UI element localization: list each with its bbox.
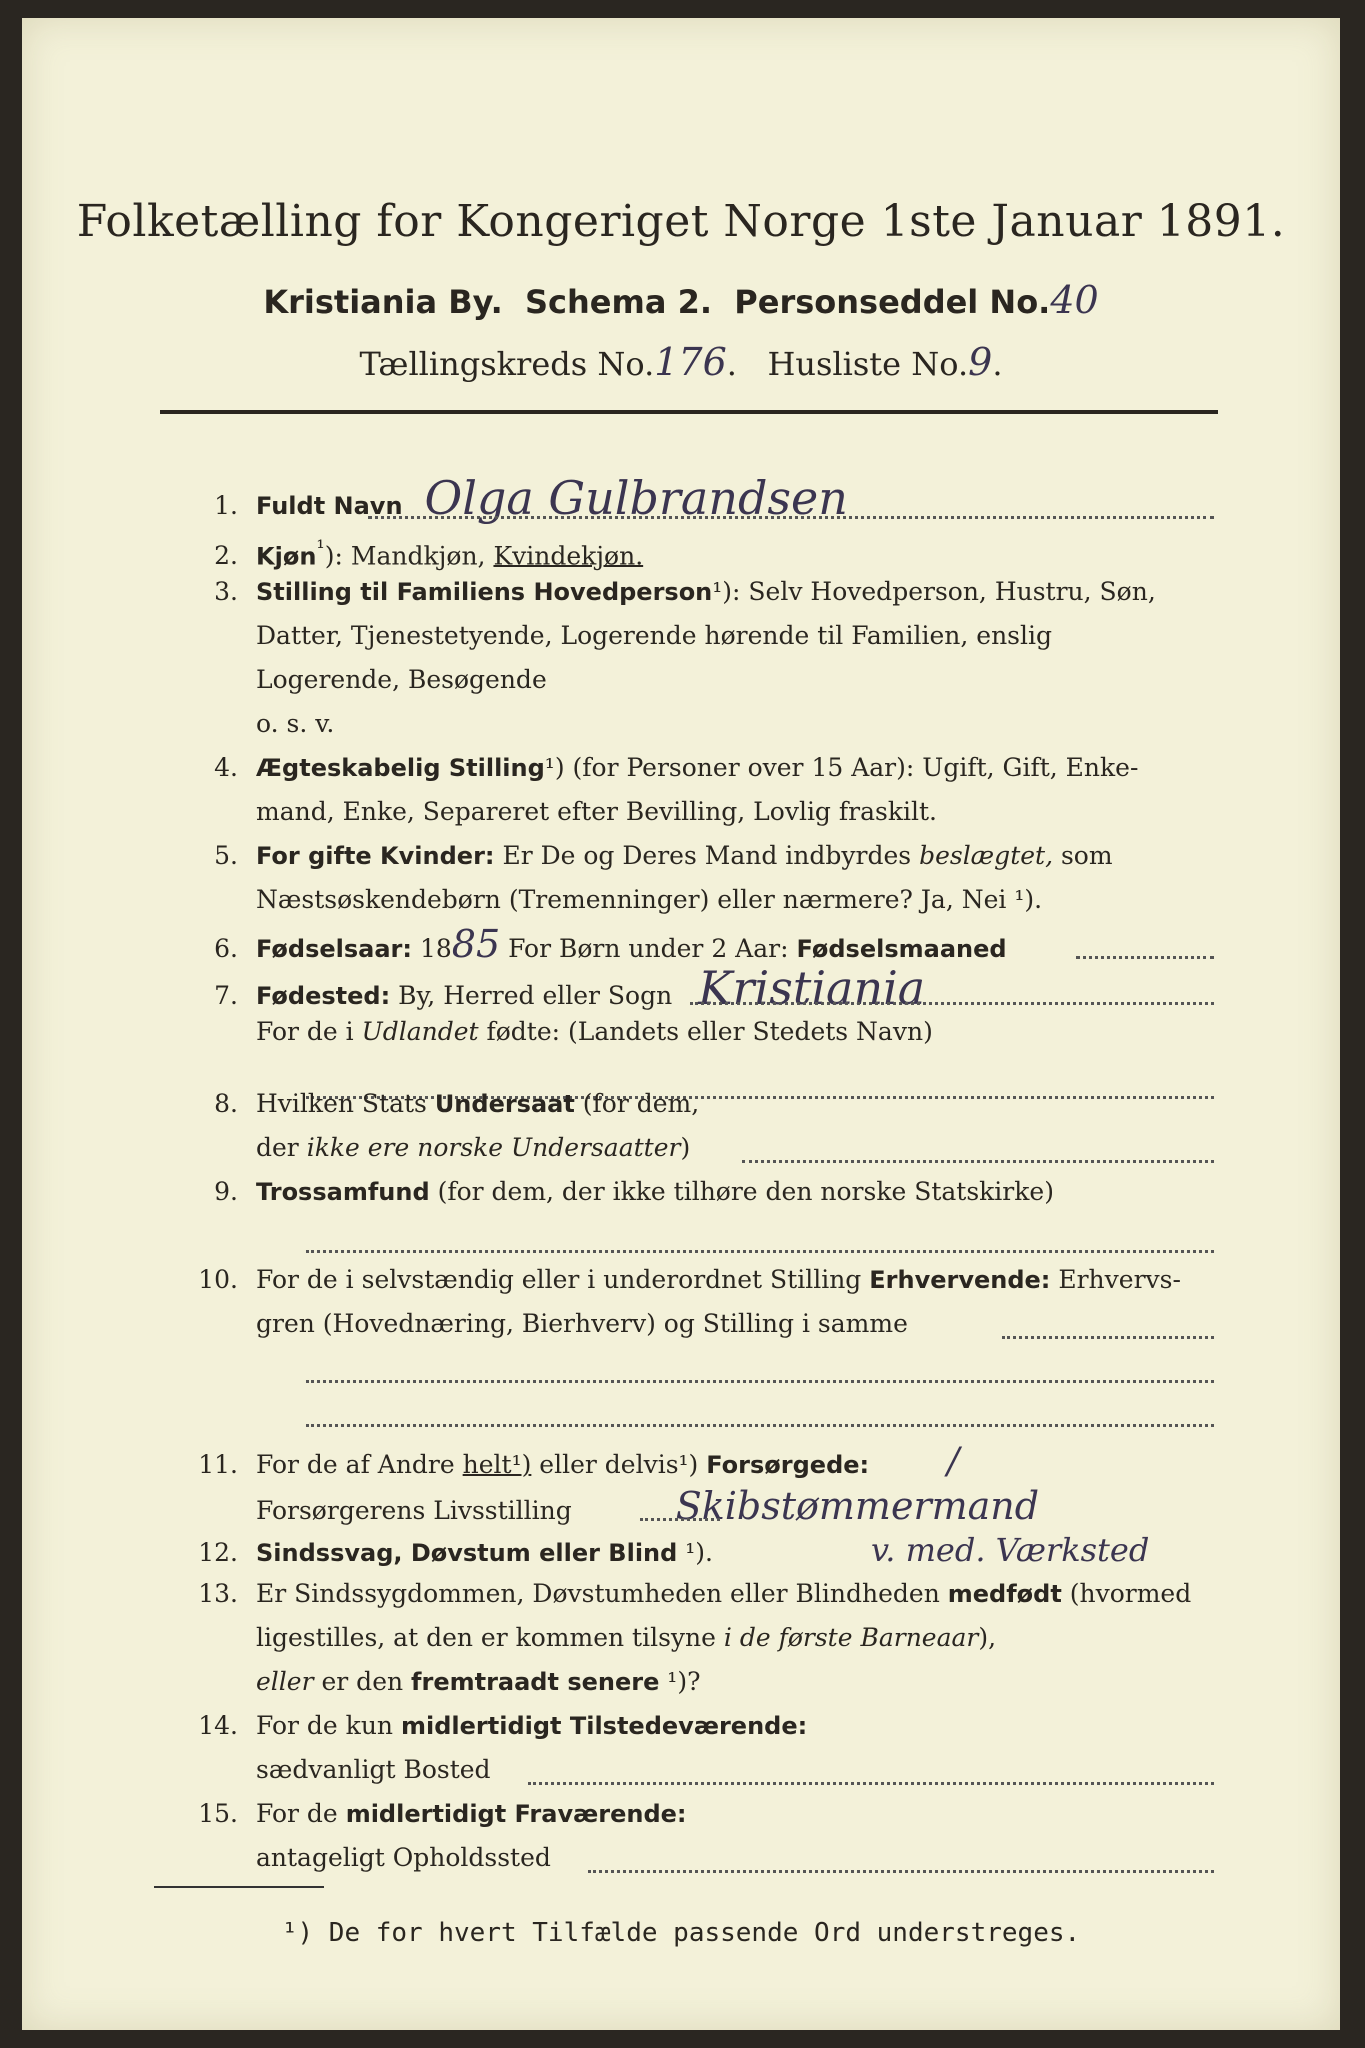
temporary-present-label: midlertidigt Tilstedeværende: — [400, 1712, 808, 1740]
dotline — [528, 1782, 1214, 1785]
field-15-line2: antageligt Opholdssted — [256, 1843, 551, 1872]
dotline — [306, 1380, 1214, 1383]
provider-occupation-value: Skibstømmermand — [675, 1484, 1040, 1528]
married-women-label: For gifte Kvinder: — [256, 842, 495, 870]
dotline — [742, 1160, 1214, 1163]
field-8-line2: der ikke ere norske Undersaatter) — [256, 1133, 691, 1162]
birthplace-value: Kristiania — [698, 961, 926, 1015]
dependents-label: Forsørgede: — [706, 1451, 870, 1479]
footnote-rule — [154, 1886, 324, 1888]
field-3-line4: o. s. v. — [256, 709, 335, 738]
husliste-number: 9 — [968, 340, 993, 384]
dotline — [306, 1424, 1214, 1427]
field-5: 5. For gifte Kvinder: Er De og Deres Mand indbyrdes beslægtet, som — [214, 841, 1113, 870]
occupation-label: Erhvervende: — [869, 1266, 1051, 1294]
field-7-line2: For de i Udlandet fødte: (Landets eller Stedets Navn) — [256, 1017, 933, 1046]
field-3-line2: Datter, Tjenestetyende, Logerende hørende til Familien, enslig — [256, 621, 1053, 650]
field-3-line3: Logerende, Besøgende — [256, 665, 547, 694]
disability-label: Sindssvag, Døvstum eller Blind — [256, 1539, 678, 1567]
field-1: 1. Fuldt Navn Olga Gulbrandsen — [214, 471, 848, 525]
kreds-label: Tællingskreds No. — [359, 345, 655, 383]
field-11: 11. For de af Andre helt¹) eller delvis¹) Forsørgede: / — [198, 1441, 960, 1482]
citizenship-label: Undersaat — [434, 1090, 575, 1118]
field-3: 3. Stilling til Familiens Hovedperson¹): Selv Hovedperson, Hustru, Søn, — [214, 577, 1156, 606]
field-4: 4. Ægteskabelig Stilling¹) (for Personer over 15 Aar): Ugift, Gift, Enke- — [214, 753, 1139, 782]
field-14-line2: sædvanligt Bosted — [256, 1755, 491, 1784]
dotline — [1002, 1336, 1214, 1339]
sex-label: Kjøn — [256, 542, 317, 571]
census-form — [22, 18, 1340, 2030]
handwritten-mark: / — [947, 1441, 960, 1482]
city-label: Kristiania By. — [263, 283, 503, 321]
congenital-label: medfødt — [947, 1580, 1062, 1608]
field-5-line2: Næstsøskendebørn (Tremenninger) eller nærmere? Ja, Nei ¹). — [256, 885, 1043, 914]
field-14: 14. For de kun midlertidigt Tilstedeværende: — [198, 1711, 808, 1740]
schema-label: Schema 2. — [525, 283, 712, 321]
field-15: 15. For de midlertidigt Fraværende: — [198, 1799, 687, 1828]
field-13: 13. Er Sindssygdommen, Døvstumheden eller Blindheden medfødt (hvormed — [198, 1579, 1192, 1608]
form-subtitle-2: Tællingskreds No.176. Husliste No.9. — [359, 340, 1003, 384]
disability-note-value: v. med. Værksted — [870, 1531, 1150, 1569]
birthplace-label: Fødested: — [256, 982, 391, 1010]
birth-month-label: Fødselsmaaned — [796, 935, 1007, 963]
field-4-line2: mand, Enke, Separeret efter Bevilling, Lovlig fraskilt. — [256, 797, 937, 826]
dotline — [588, 1870, 1214, 1873]
field-8: 8. Hvilken Stats Undersaat (for dem, — [214, 1089, 700, 1118]
family-position-label: Stilling til Familiens Hovedperson — [256, 578, 713, 606]
field-13-line3: eller er den fremtraadt senere ¹)? — [256, 1667, 701, 1696]
field-11-line2: Forsørgerens Livsstilling Skibstømmermand — [256, 1484, 1040, 1528]
header-rule — [160, 410, 1218, 414]
marital-status-label: Ægteskabelig Stilling — [256, 754, 545, 782]
full-name-value: Olga Gulbrandsen — [424, 471, 848, 525]
field-12: 12. Sindssvag, Døvstum eller Blind ¹). v. med. Værksted — [198, 1531, 1150, 1569]
form-title: Folketælling for Kongeriget Norge 1ste Januar 1891. — [76, 196, 1286, 247]
dotline — [640, 1518, 720, 1521]
sex-selected-option: Kvindekjøn. — [493, 541, 644, 571]
dotline — [1076, 956, 1214, 959]
dotline — [368, 516, 1214, 519]
field-10: 10. For de i selvstændig eller i underordnet Stilling Erhvervende: Erhvervs- — [198, 1265, 1181, 1294]
dotline — [306, 1250, 1214, 1253]
field-2: 2. Kjøn$^{^1}$): Mandkjøn, Kvindekjøn. — [214, 536, 644, 571]
full-name-label: Fuldt Navn — [256, 492, 403, 520]
field-6: 6. Fødselsaar: 1885 For Børn under 2 Aar: Fødselsmaaned — [214, 922, 1007, 966]
temporary-absent-label: midlertidigt Fraværende: — [345, 1800, 687, 1828]
kreds-number: 176 — [654, 340, 727, 384]
religion-label: Trossamfund — [256, 1178, 430, 1206]
dotline — [690, 1002, 1214, 1005]
husliste-label: Husliste No. — [767, 345, 969, 383]
birth-year-label: Fødselsaar: — [256, 935, 412, 963]
field-13-line2: ligestilles, at den er kommen tilsyne i de første Barneaar), — [256, 1623, 997, 1652]
birth-year-value: 85 — [451, 922, 501, 966]
form-subtitle — [22, 278, 1340, 322]
field-10-line2: gren (Hovednæring, Bierhverv) og Stilling i samme — [256, 1309, 908, 1338]
footnote: ¹) De for hvert Tilfælde passende Ord understreges. — [281, 1918, 1081, 1948]
field-9: 9. Trossamfund (for dem, der ikke tilhøre den norske Statskirke) — [214, 1177, 1054, 1206]
personseddel-label: Personseddel No. — [734, 283, 1051, 321]
personseddel-number: 40 — [1050, 278, 1099, 322]
field-7: 7. Fødested: By, Herred eller Sogn Kristiania — [214, 961, 926, 1015]
